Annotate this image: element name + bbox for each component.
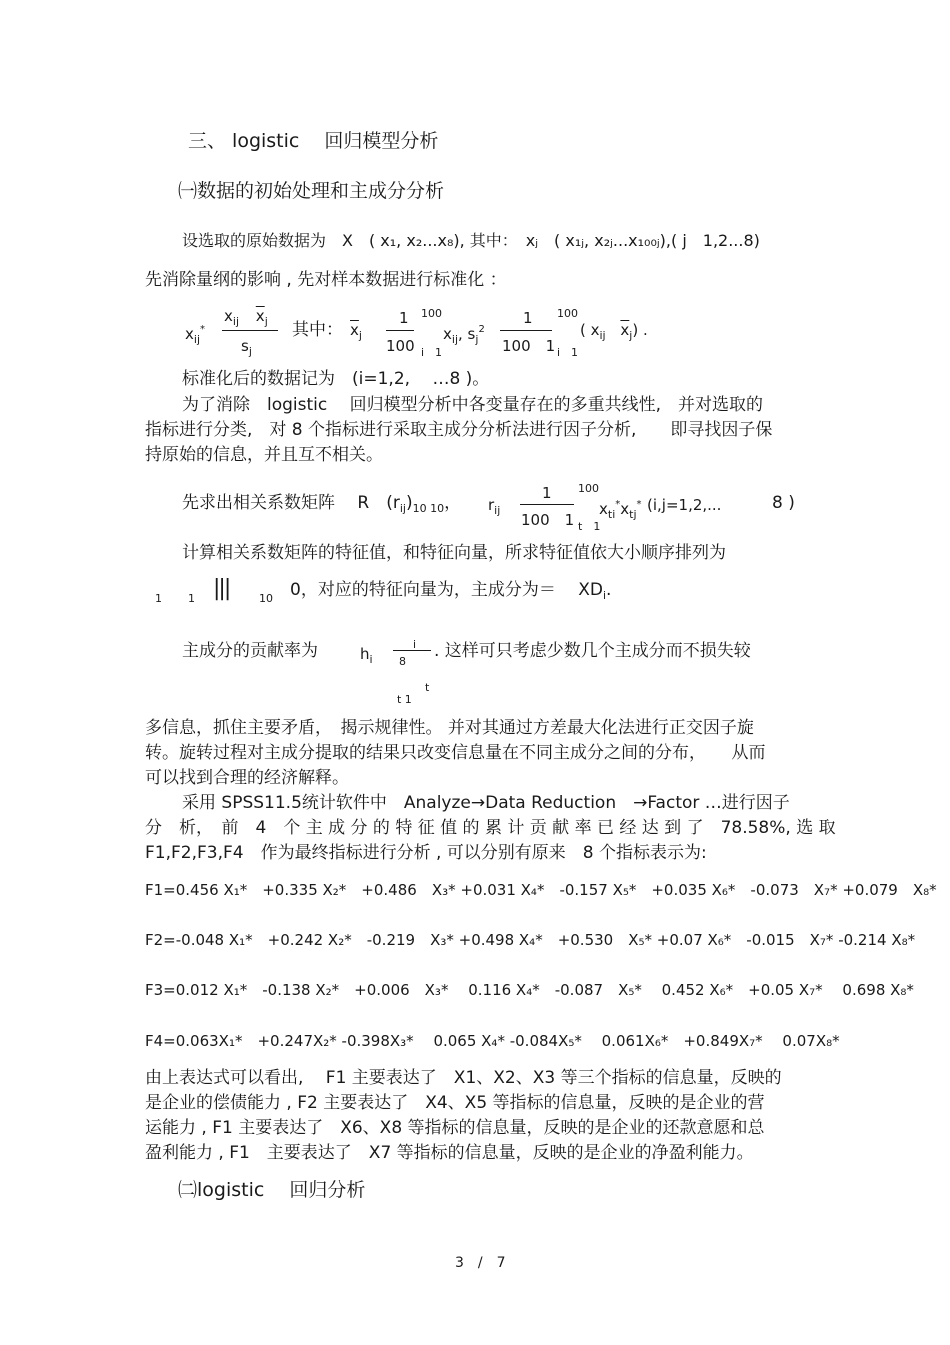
corr-one: 1 bbox=[542, 484, 552, 502]
formula-lhs: $x_{ij}^*$ bbox=[185, 324, 206, 346]
para-interpretation-line4: 盈利能力 , F1 主要表达了 X7 等指标的信息量，反映的是企业的净盈利能力。 bbox=[145, 1143, 754, 1163]
corr-sum-upper: 100 bbox=[578, 482, 599, 495]
sum-upper-limit: 100 bbox=[421, 307, 442, 320]
formula-mean-term: $x_{ij}$, $s_j^2$ bbox=[443, 324, 485, 346]
para-rotation-line1: 多信息，抓住主要矛盾， 揭示规律性。 并对其通过方差最大化法进行正交因子旋 bbox=[145, 718, 754, 738]
para-raw-data-line1: 设选取的原始数据为 X ( x₁, x₂...x₈), 其中： xⱼ ( x₁ⱼ, x₂ⱼ...x₁₀₀ⱼ),( j 1,2...8) bbox=[182, 231, 760, 250]
contrib-num: i bbox=[413, 638, 417, 651]
corr-rij: $r_{ij}$ bbox=[488, 496, 501, 517]
corr-den: 100 1 bbox=[521, 511, 575, 529]
corr-fraction-bar bbox=[520, 504, 574, 505]
para-spss-line1: 采用 SPSS11.5统计软件中 Analyze→Data Reduction →Factor …进行因子 bbox=[182, 793, 790, 813]
contrib-sum-top: t bbox=[425, 681, 430, 694]
section-heading: 三、 logistic 回归模型分析 bbox=[188, 130, 439, 152]
para-multicollinearity-line2: 指标进行分类, 对 8 个指标进行采取主成分分析法进行因子分析, 即寻找因子保 bbox=[145, 420, 773, 440]
para-interpretation-line2: 是企业的偿债能力 , F2 主要表达了 X4、X5 等指标的信息量，反映的是企业的营 bbox=[145, 1093, 765, 1113]
eigen-lambda-1: 1 bbox=[155, 592, 162, 605]
formula-fraction-bar bbox=[222, 330, 278, 331]
formula-mean-one: 1 bbox=[399, 309, 409, 327]
contrib-h: $h_i$ bbox=[360, 645, 373, 666]
contrib-sum-bottom: t 1 bbox=[397, 693, 412, 706]
equation-f4: F4=0.063X₁* +0.247X₂* -0.398X₃* 0.065 X₄* -0.084X₅* 0.061X₆* +0.849X₇* 0.07X₈* bbox=[145, 1032, 840, 1050]
formula-var-bar bbox=[500, 330, 552, 331]
equation-f1: F1=0.456 X₁* +0.335 X₂* +0.486 X₃* +0.031 X₄* -0.157 X₅* +0.035 X₆* -0.073 X₇* +0.079 X₈* bbox=[145, 881, 937, 899]
para-spss-line2: 分 析， 前 4 个 主 成 分 的 特 征 值 的 累 计 贡 献 率 已 经 达 到 了 78.58%, 选 取 bbox=[145, 818, 836, 838]
eigen-lambda-2: 1 bbox=[188, 592, 195, 605]
formula-var-den: 100 1 bbox=[502, 337, 556, 355]
sum-lower-limit: i 1 bbox=[421, 346, 443, 359]
para-eigen-line1: 计算相关系数矩阵的特征值，和特征向量，所求特征值依大小顺序排列为 bbox=[182, 543, 726, 563]
sub-heading-pca: ㈠数据的初始处理和主成分分析 bbox=[178, 180, 445, 202]
sum2-upper-limit: 100 bbox=[557, 307, 578, 320]
formula-qizhong: 其中： bbox=[292, 320, 343, 340]
para-rotation-line3: 可以找到合理的经济解释。 bbox=[145, 768, 349, 788]
corr-sum-lower: t 1 bbox=[578, 520, 601, 533]
para-raw-data-line2: 先消除量纲的影响 , 先对样本数据进行标准化 ： bbox=[145, 270, 507, 290]
contrib-den: 8 bbox=[399, 655, 406, 668]
corr-eight: 8 ) bbox=[772, 493, 795, 513]
para-interpretation-line1: 由上表达式可以看出, F1 主要表达了 X1、X2、X3 等三个指标的信息量，反映的 bbox=[145, 1068, 782, 1088]
corr-range: (i,j=1,2,... bbox=[647, 496, 722, 514]
para-spss-line3: F1,F2,F3,F4 作为最终指标进行分析 , 可以分别有原来 8 个指标表示为: bbox=[145, 843, 707, 863]
formula-numerator: $x_{ij}$ $\overline{x}_j$ bbox=[224, 307, 268, 328]
contrib-text: 主成分的贡献率为 bbox=[182, 641, 318, 661]
para-interpretation-line3: 运能力 , F1 主要表达了 X6、X8 等指标的信息量，反映的是企业的还款意愿和总 bbox=[145, 1118, 765, 1138]
eigen-vectors-text: 0，对应的特征向量为，主成分为＝ $XD_i$. bbox=[290, 580, 612, 602]
contrib-rest: . 这样可只考虑少数几个主成分而不损失较 bbox=[434, 641, 751, 661]
sub-heading-logistic: ㈡logistic 回归分析 bbox=[178, 1179, 366, 1201]
eigen-bars: ||| bbox=[213, 576, 230, 601]
para-multicollinearity-line1: 为了消除 logistic 回归模型分析中各变量存在的多重共线性, 并对选取的 bbox=[182, 395, 764, 415]
sum2-lower-limit: i 1 bbox=[557, 346, 579, 359]
formula-mean-bar bbox=[386, 330, 414, 331]
corr-text: 先求出相关系数矩阵 R $(r_{ij})_{10 10}$， bbox=[182, 493, 462, 515]
eigen-lambda-10: 10 bbox=[259, 592, 273, 605]
formula-var-term: ( $x_{ij}$ $\overline{x}_j$) . bbox=[580, 321, 648, 342]
formula-var-one: 1 bbox=[523, 309, 533, 327]
para-standardized: 标准化后的数据记为 (i=1,2, …8 )。 bbox=[182, 369, 490, 389]
formula-mean: $\overline{x}_j$ bbox=[350, 321, 362, 342]
para-rotation-line2: 转。旋转过程对主成分提取的结果只改变信息量在不同主成分之间的分布， 从而 bbox=[145, 743, 766, 763]
para-multicollinearity-line3: 持原始的信息，并且互不相关。 bbox=[145, 445, 383, 465]
page-number: 3 / 7 bbox=[455, 1255, 506, 1271]
formula-denominator: $s_j$ bbox=[241, 337, 252, 358]
formula-mean-hundred: 100 bbox=[386, 337, 415, 355]
corr-product: $x_{ti}^*x_{tj}^*$ bbox=[599, 499, 642, 521]
equation-f2: F2=-0.048 X₁* +0.242 X₂* -0.219 X₃* +0.498 X₄* +0.530 X₅* +0.07 X₆* -0.015 X₇* -0.214 X₈* bbox=[145, 931, 916, 949]
equation-f3: F3=0.012 X₁* -0.138 X₂* +0.006 X₃* 0.116 X₄* -0.087 X₅* 0.452 X₆* +0.05 X₇* 0.698 X₈* bbox=[145, 981, 914, 999]
